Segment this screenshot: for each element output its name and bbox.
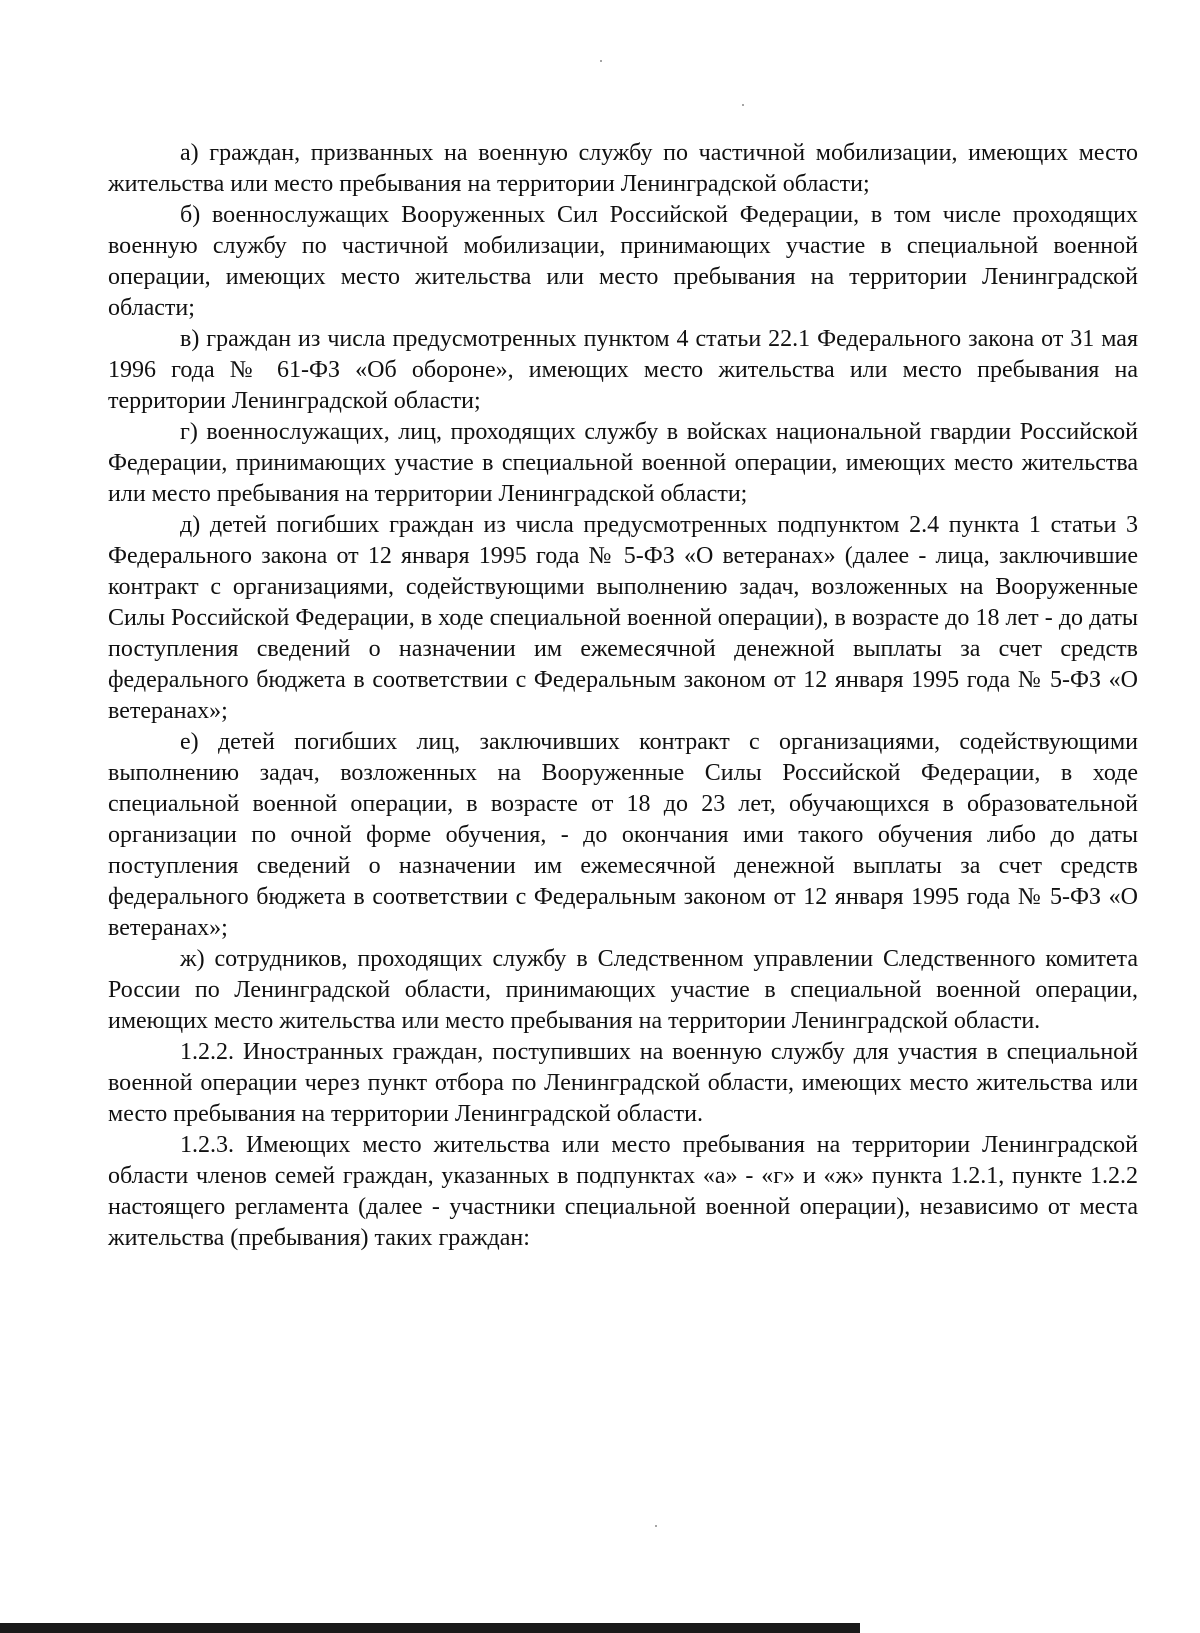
paragraph-item-v: в) граждан из числа предусмотренных пунктом 4 статьи 22.1 Федерального закона от 31 мая 1996 года № 61-ФЗ «Об обороне», имеющих место жительства или место пребывания на территории Ленинградской области; bbox=[108, 326, 1138, 414]
paragraph-item-d: д) детей погибших граждан из числа предусмотренных подпунктом 2.4 пункта 1 статьи 3 Федерального закона от 12 января 1995 года № 5-ФЗ «О ветеранах» (далее - лица, заключившие контракт с организациями, содействующими выполнению задач, возложенных на Вооруженные Силы Российской Федерации, в ходе специальной военной операции), в возрасте до 18 лет - до даты поступления сведений о назначении им ежемесячной денежной выплаты за счет средств федерального бюджета в соответствии с Федеральным законом от 12 января 1995 года № 5-ФЗ «О ветеранах»; bbox=[108, 512, 1138, 724]
scan-speck bbox=[655, 1525, 657, 1527]
paragraph-item-a: а) граждан, призванных на военную службу по частичной мобилизации, имеющих место жительства или место пребывания на территории Ленинградской области; bbox=[108, 140, 1138, 197]
scan-speck bbox=[742, 104, 744, 106]
paragraph-item-zh: ж) сотрудников, проходящих службу в Следственном управлении Следственного комитета России по Ленинградской области, принимающих участие в специальной военной операции, имеющих место жительства или место пребывания на территории Ленинградской области. bbox=[108, 946, 1138, 1034]
document-body bbox=[108, 138, 1138, 1254]
paragraph-item-e: е) детей погибших лиц, заключивших контракт с организациями, содействующими выполнению задач, возложенных на Вооруженные Силы Российской Федерации, в ходе специальной военной операции, в возрасте от 18 до 23 лет, обучающихся в образовательной организации по очной форме обучения, - до окончания ими такого обучения либо до даты поступления сведений о назначении им ежемесячной денежной выплаты за счет средств федерального бюджета в соответствии с Федеральным законом от 12 января 1995 года № 5-ФЗ «О ветеранах»; bbox=[108, 729, 1138, 941]
paragraph-item-b: б) военнослужащих Вооруженных Сил Российской Федерации, в том числе проходящих военную службу по частичной мобилизации, принимающих участие в специальной военной операции, имеющих место жительства или место пребывания на территории Ленинградской области; bbox=[108, 202, 1138, 321]
scan-edge-bar bbox=[0, 1623, 860, 1633]
paragraph-1-2-3: 1.2.3. Имеющих место жительства или место пребывания на территории Ленинградской области членов семей граждан, указанных в подпунктах «а» - «г» и «ж» пункта 1.2.1, пункте 1.2.2 настоящего регламента (далее - участники специальной военной операции), независимо от места жительства (пребывания) таких граждан: bbox=[108, 1132, 1138, 1251]
paragraph-1-2-2: 1.2.2. Иностранных граждан, поступивших на военную службу для участия в специальной военной операции через пункт отбора по Ленинградской области, имеющих место жительства или место пребывания на территории Ленинградской области. bbox=[108, 1039, 1138, 1127]
scan-speck bbox=[600, 60, 602, 62]
paragraph-item-g: г) военнослужащих, лиц, проходящих службу в войсках национальной гвардии Российской Федерации, принимающих участие в специальной военной операции, имеющих место жительства или место пребывания на территории Ленинградской области; bbox=[108, 419, 1138, 507]
